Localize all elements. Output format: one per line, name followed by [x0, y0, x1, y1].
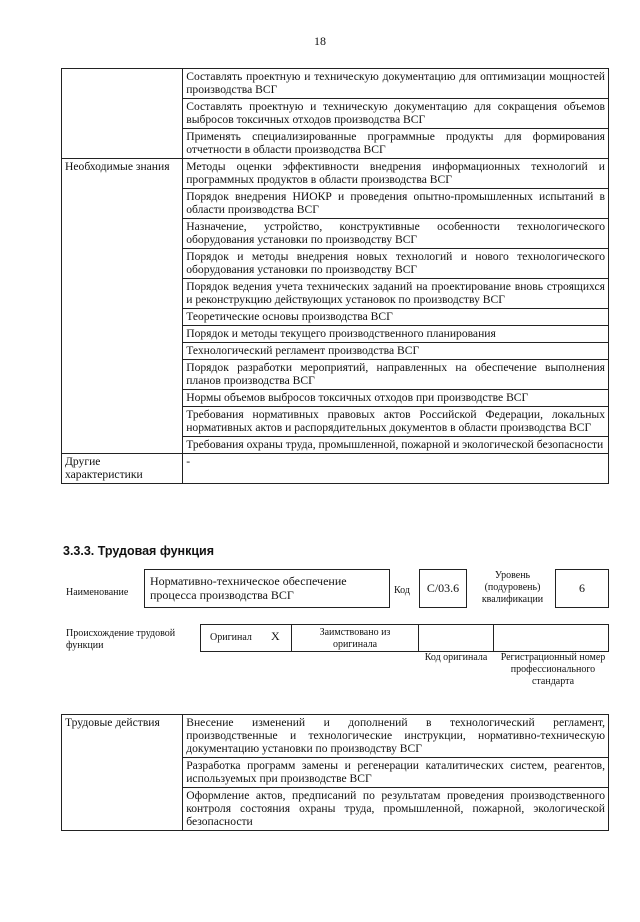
requirement-cell: Технологический регламент производства ВСГ	[183, 343, 609, 360]
page-number: 18	[314, 34, 326, 48]
requirement-cell: Порядок ведения учета технических заданий на проектирование вновь строящихся и реконструкцию действующих установок по производству ВСГ	[183, 279, 609, 309]
requirement-cell: -	[183, 454, 609, 484]
table-row	[62, 159, 609, 189]
labor-action-cell: Разработка программ замены и регенерации каталитических систем, реагентов, используемых при производстве ВСГ	[183, 758, 609, 788]
requirements-table	[61, 68, 609, 484]
requirement-cell: Требования охраны труда, промышленной, пожарной и экологической безопасности	[183, 437, 609, 454]
requirement-cell: Методы оценки эффективности внедрения информационных технологий и программных продуктов в области производства ВСГ	[183, 159, 609, 189]
row-group-label	[62, 69, 183, 159]
borrowed-label: Заимствовано из оригинала	[319, 627, 391, 650]
origin-divider-1	[291, 624, 292, 652]
original-label: Оригинал	[210, 632, 252, 643]
row-group-label: Другие характеристики	[62, 454, 183, 484]
labor-actions-table-body	[62, 715, 609, 831]
function-name-value: Нормативно-техническое обеспечение процесса производства ВСГ	[150, 574, 347, 602]
table-row	[62, 454, 609, 484]
requirements-table-body	[62, 69, 609, 484]
code-value: C/03.6	[426, 581, 460, 595]
origin-divider-3	[493, 624, 494, 652]
level-value: 6	[579, 581, 585, 595]
table-row	[62, 69, 609, 99]
requirement-cell: Порядок разработки мероприятий, направленных на обеспечение выполнения планов производства ВСГ	[183, 360, 609, 390]
requirement-cell: Требования нормативных правовых актов Российской Федерации, локальных нормативных актов и распорядительных документов в области производства ВСГ	[183, 407, 609, 437]
name-label: Наименование	[66, 587, 129, 598]
origin-divider-2	[418, 624, 419, 652]
table-row	[62, 715, 609, 758]
code-original-caption: Код оригинала	[424, 652, 488, 663]
row-group-label: Трудовые действия	[62, 715, 183, 831]
row-group-label: Необходимые знания	[62, 159, 183, 454]
reg-number-caption: Регистрационный номер профессионального стандарта	[500, 652, 606, 687]
requirement-cell: Теоретические основы производства ВСГ	[183, 309, 609, 326]
requirement-cell: Нормы объемов выбросов токсичных отходов при производстве ВСГ	[183, 390, 609, 407]
original-mark: X	[271, 629, 280, 643]
section-heading: 3.3.3. Трудовая функция	[63, 544, 215, 558]
requirement-cell: Порядок и методы внедрения новых технологий и нового технологического оборудования установки по производству ВСГ	[183, 249, 609, 279]
level-label: Уровень (подуровень) квалификации	[481, 570, 544, 605]
labor-actions-table	[61, 714, 609, 831]
requirement-cell: Составлять проектную и техническую документацию для сокращения объемов выбросов токсичных отходов производства ВСГ	[183, 99, 609, 129]
requirement-cell: Назначение, устройство, конструктивные особенности технологического оборудования установки по производству ВСГ	[183, 219, 609, 249]
requirement-cell: Порядок и методы текущего производственного планирования	[183, 326, 609, 343]
origin-label: Происхождение трудовой функции	[66, 628, 176, 651]
code-label: Код	[394, 585, 410, 596]
labor-action-cell: Внесение изменений и дополнений в технологический регламент, производственные и технологические инструкции, нормативно-техническую документацию установки по производству ВСГ	[183, 715, 609, 758]
requirement-cell: Составлять проектную и техническую документацию для оптимизации мощностей производства ВСГ	[183, 69, 609, 99]
requirement-cell: Порядок внедрения НИОКР и проведения опытно-промышленных испытаний в области производства ВСГ	[183, 189, 609, 219]
labor-action-cell: Оформление актов, предписаний по результатам проведения производственного контроля состояния охраны труда, промышленной, пожарной, экологической безопасности	[183, 788, 609, 831]
requirement-cell: Применять специализированные программные продукты для формирования отчетности в области производства ВСГ	[183, 129, 609, 159]
